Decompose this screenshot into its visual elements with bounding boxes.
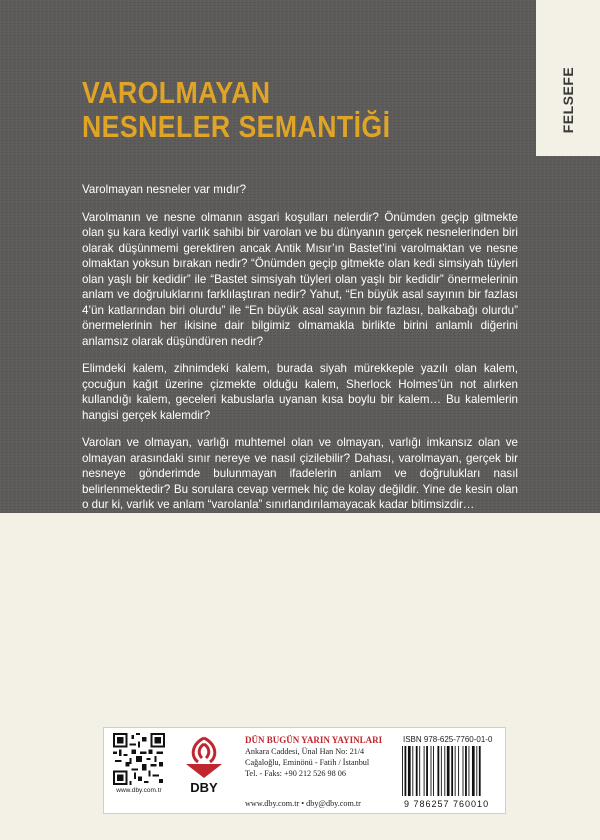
blurb-paragraph: Varolmanın ve nesne olmanın asgari koşulları nelerdir? Önümden geçip gitmekte olan şu kara kediyi varlık sahibi bir varolan ve bu dünyanın gerçek nesnelerinden biri olarak düşünmemi gerektiren ancak Antik Mısır’ın Bastet’ini varolmaktan ve nesne olmaktan yoksun bırakan nedir? “Önümden geçip gitmekte olan kedi simsiyah tüyleri olan yaşlı bir kedidir” ile “Bastet simsiyah tüyleri olan yaşlı bir kedidir” önermelerinin anlam ve doğruluklarını farklılaştıran nedir? Yahut, “En büyük asal sayının bir fazlası 4’ün katlarından biri olurdu” ile “En büyük asal sayının bir fazlası, balkabağı olurdu” önermelerinin her ikisine dair bilgimiz olmamakla birlikte birini anlamlı diğerini anlamsız olarak düşündüren nedir? (82, 210, 518, 348)
qr-code-icon (113, 733, 165, 785)
qr-url: www.dby.com.tr (116, 787, 162, 794)
title-line-2: NESNELER SEMANTİĞİ (82, 109, 391, 144)
category-label: FELSEFE (560, 66, 576, 134)
blurb-paragraph: Varolan ve olmayan, varlığı muhtemel olan ve olmayan, varlığı imkansız olan ve olmayan arasındaki sınır nereye ve nasıl çizilebilir? Dahası, varolmayan, gerçek bir nesneye gönderimde bulunmayan ifadelerin anlam ve doğrulukları nasıl belirlenmektedir? Bu sorulara cevap vermek hiç de kolay değildir. Yine de kesin olan o dur ki, varlık ve anlam “varolanla” sınırlandırılamayacak kadar bitimsizdir… (82, 436, 518, 511)
title-line-1: VAROLMAYAN (82, 75, 271, 110)
address-line: Tel. - Faks: +90 212 526 98 06 (245, 768, 346, 778)
barcode-icon (400, 746, 500, 796)
address-line: Ankara Caddesi, Ünal Han No: 21/4 (245, 747, 365, 756)
blurb-paragraph: Elimdeki kalem, zihnimdeki kalem, burada siyah mürekkeple yazılı olan kalem, çocuğun kağıt üzerine çizmekte olduğu kalem, Sherlock Holmes’ün not alırken kullandığı kalem, geceleri kabuslarla uyanan kısa boylu bir kalem… Bu kalemlerin hangisi gerçek kalemdir? (82, 362, 518, 422)
barcode-number: 9 786257 760010 (404, 799, 490, 809)
publisher-name: DÜN BUGÜN YARIN YAYINLARI (245, 735, 383, 745)
publisher-web-email: www.dby.com.tr • dby@dby.com.tr (245, 799, 361, 808)
address-line: Cağaloğlu, Eminönü - Fatih / İstanbul (245, 757, 370, 767)
publisher-address (245, 747, 369, 779)
blurb-paragraph: Varolmayan nesneler var mıdır? (82, 183, 247, 196)
blurb (82, 182, 518, 525)
publisher-logo (176, 734, 232, 794)
logo-text: DBY (190, 780, 218, 794)
isbn-label: ISBN 978-625-7760-01-0 (403, 735, 493, 744)
book-title (82, 76, 390, 144)
